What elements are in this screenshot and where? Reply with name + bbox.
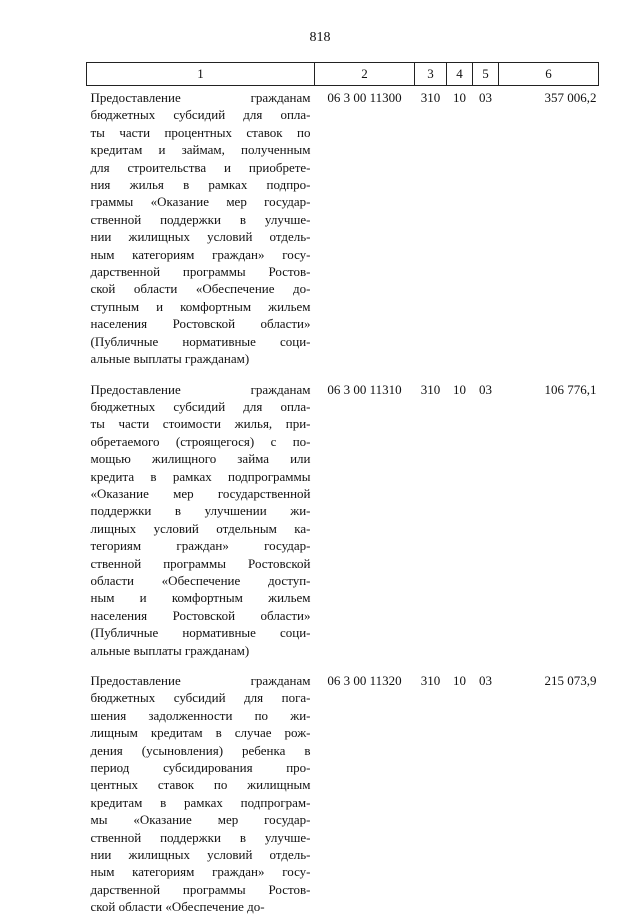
description-line: ным и комфортным жильем <box>90 590 311 606</box>
description-line: лищным кредитам в случае рож- <box>90 725 311 741</box>
table-row <box>87 372 599 664</box>
description-line: поддержки в улучшении жи- <box>90 503 311 519</box>
row-description <box>87 86 315 372</box>
target-article-code: 06 3 00 11320 <box>327 673 402 688</box>
description-line: альные выплаты гражданам) <box>90 351 250 367</box>
description-line: граммы «Оказание мер государ- <box>90 194 311 210</box>
description-line: Предоставление гражданам <box>90 90 311 105</box>
description-line: населения Ростовской области» <box>90 316 311 332</box>
description-line: (Публичные нормативные соци- <box>90 625 311 641</box>
section-code: 10 <box>453 381 466 397</box>
description-line: «Оказание мер государственной <box>90 485 311 501</box>
description-line: Предоставление гражданам <box>90 673 311 688</box>
table-body <box>87 86 599 920</box>
column-header-4: 4 <box>447 63 473 86</box>
column-header-2: 2 <box>315 63 415 86</box>
description-line: бюджетных субсидий для опла- <box>90 398 311 414</box>
description-line: центных ставок по жилищным <box>90 777 311 793</box>
target-article-code: 06 3 00 11300 <box>327 90 402 105</box>
description-line: ской области «Обеспечение до- <box>90 281 311 297</box>
amount-value: 357 006,2 <box>544 90 597 105</box>
description-line: кредитам и займам, полученным <box>90 142 311 158</box>
description-line: тегориям граждан» государ- <box>90 538 311 554</box>
section-code: 10 <box>453 90 466 105</box>
description-line: лищных условий отдельным ка- <box>90 520 311 536</box>
description-line: дарственной программы Ростов- <box>90 881 311 897</box>
description-line: обретаемого (строящегося) с по- <box>90 433 311 449</box>
description-line: кредитам в рамках подпрограм- <box>90 794 311 810</box>
description-line: бюджетных субсидий для пога- <box>90 690 311 706</box>
description-line: нии жилищных условий отдель- <box>90 847 311 863</box>
description-line: ным категориям граждан» госу- <box>90 864 311 880</box>
expense-type-code: 310 <box>420 381 441 397</box>
table-row <box>87 86 599 372</box>
budget-table <box>86 62 599 920</box>
section-code: 10 <box>453 673 466 688</box>
description-line: мощью жилищного займа или <box>90 451 311 467</box>
description-line: ступным и комфортным жильем <box>90 298 311 314</box>
column-header-3: 3 <box>415 63 447 86</box>
description-line: кредита в рамках подпрограммы <box>90 468 311 484</box>
column-header-1: 1 <box>87 63 315 86</box>
description-line: ным категориям граждан» госу- <box>90 246 311 262</box>
description-line: ственной поддержки в улучше- <box>90 829 311 845</box>
description-line: период субсидирования про- <box>90 760 311 776</box>
subsection-code: 03 <box>479 381 492 397</box>
description-line: бюджетных субсидий для опла- <box>90 107 311 123</box>
description-line: Предоставление гражданам <box>90 381 311 397</box>
description-line: ты части процентных ставок по <box>90 124 311 140</box>
row-description <box>87 663 315 920</box>
column-header-5: 5 <box>473 63 499 86</box>
description-line: нии жилищных условий отдель- <box>90 229 311 245</box>
subsection-code: 03 <box>479 673 492 688</box>
page-number: 818 <box>309 30 331 45</box>
description-line: ственной программы Ростовской <box>90 555 311 571</box>
description-line: населения Ростовской области» <box>90 607 311 623</box>
header-row <box>87 63 599 86</box>
description-line: ственной поддержки в улучше- <box>90 211 311 227</box>
description-line: (Публичные нормативные соци- <box>90 333 311 349</box>
description-line: ской области «Обеспечение до- <box>90 899 265 915</box>
column-header-6: 6 <box>499 63 599 86</box>
subsection-code: 03 <box>479 90 492 105</box>
description-line: мы «Оказание мер государ- <box>90 812 311 828</box>
expense-type-code: 310 <box>420 90 441 105</box>
amount-value: 106 776,1 <box>544 381 597 397</box>
expense-type-code: 310 <box>420 673 441 688</box>
description-line: области «Обеспечение доступ- <box>90 572 311 588</box>
description-line: дения (усыновления) ребенка в <box>90 742 311 758</box>
table-row <box>87 663 599 920</box>
description-line: ния жилья в рамках подпро- <box>90 177 311 193</box>
amount-value: 215 073,9 <box>544 673 597 688</box>
row-description <box>87 372 315 664</box>
target-article-code: 06 3 00 11310 <box>327 381 402 397</box>
description-line: шения задолженности по жи- <box>90 707 311 723</box>
description-line: альные выплаты гражданам) <box>90 642 250 658</box>
description-line: дарственной программы Ростов- <box>90 264 311 280</box>
table-header <box>87 63 599 86</box>
description-line: ты части стоимости жилья, при- <box>90 416 311 432</box>
description-line: для строительства и приобрете- <box>90 159 311 175</box>
